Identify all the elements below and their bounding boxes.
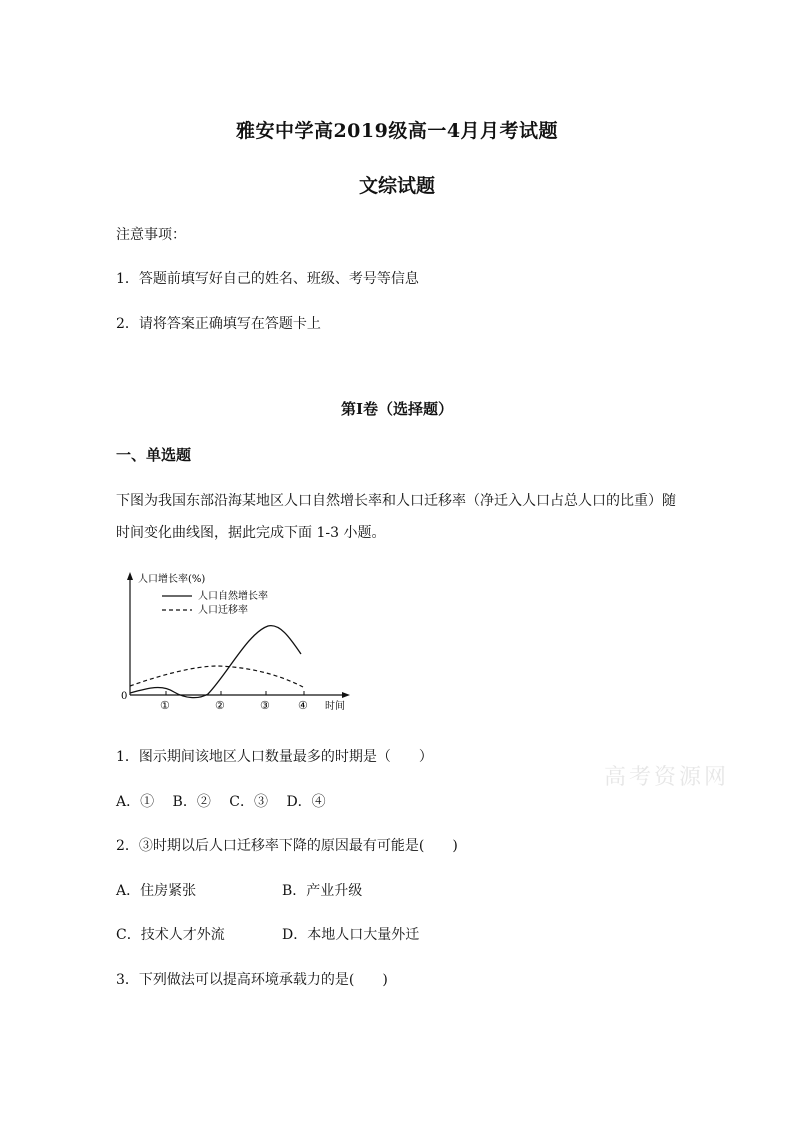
x-axis-label: 时间 [325, 701, 345, 712]
natural-growth-curve [130, 626, 301, 698]
question-2-option-d: D．本地人口大量外迁 [282, 927, 420, 943]
y-axis-arrow [127, 572, 133, 580]
intro-line-2: 时间变化曲线图，据此完成下面 1-3 小题。 [116, 525, 386, 541]
x-axis-arrow [342, 692, 350, 698]
tick-label-4: ④ [298, 699, 308, 712]
question-2-stem: 2．③时期以后人口迁移率下降的原因最有可能是( ) [116, 838, 458, 854]
question-2-option-b: B．产业升级 [282, 883, 363, 899]
legend-natural-growth: 人口自然增长率 [198, 591, 268, 602]
notice-item-1: 1．答题前填写好自己的姓名、班级、考号等信息 [116, 271, 419, 287]
tick-label-2: ② [215, 699, 225, 712]
origin-label: 0 [121, 691, 128, 702]
part-title: 第I卷（选择题） [340, 400, 454, 418]
question-1-stem: 1．图示期间该地区人口数量最多的时期是（ ） [116, 749, 433, 765]
notice-item-2: 2．请将答案正确填写在答题卡上 [116, 316, 321, 332]
question-2-option-c: C．技术人才外流 [116, 927, 225, 943]
section-heading: 一、单选题 [116, 446, 192, 464]
intro-line-1: 下图为我国东部沿海某地区人口自然增长率和人口迁移率（净迁入人口占总人口的比重）随 [116, 493, 676, 509]
exam-subtitle: 文综试题 [358, 175, 435, 197]
watermark: 高考资源网 [604, 765, 730, 790]
notice-heading: 注意事项： [116, 227, 186, 243]
tick-label-3: ③ [260, 699, 270, 712]
population-rate-figure [118, 568, 358, 718]
exam-title: 雅安中学高2019级高一4月月考试题 [235, 120, 559, 142]
question-1-options: A．① B．② C．③ D．④ [116, 794, 326, 810]
y-axis-label: 人口增长率(%) [138, 574, 206, 585]
legend-migration: 人口迁移率 [198, 605, 248, 616]
tick-label-1: ① [160, 699, 170, 712]
question-3-stem: 3．下列做法可以提高环境承载力的是( ) [116, 972, 388, 988]
question-2-option-a: A．住房紧张 [116, 883, 197, 899]
